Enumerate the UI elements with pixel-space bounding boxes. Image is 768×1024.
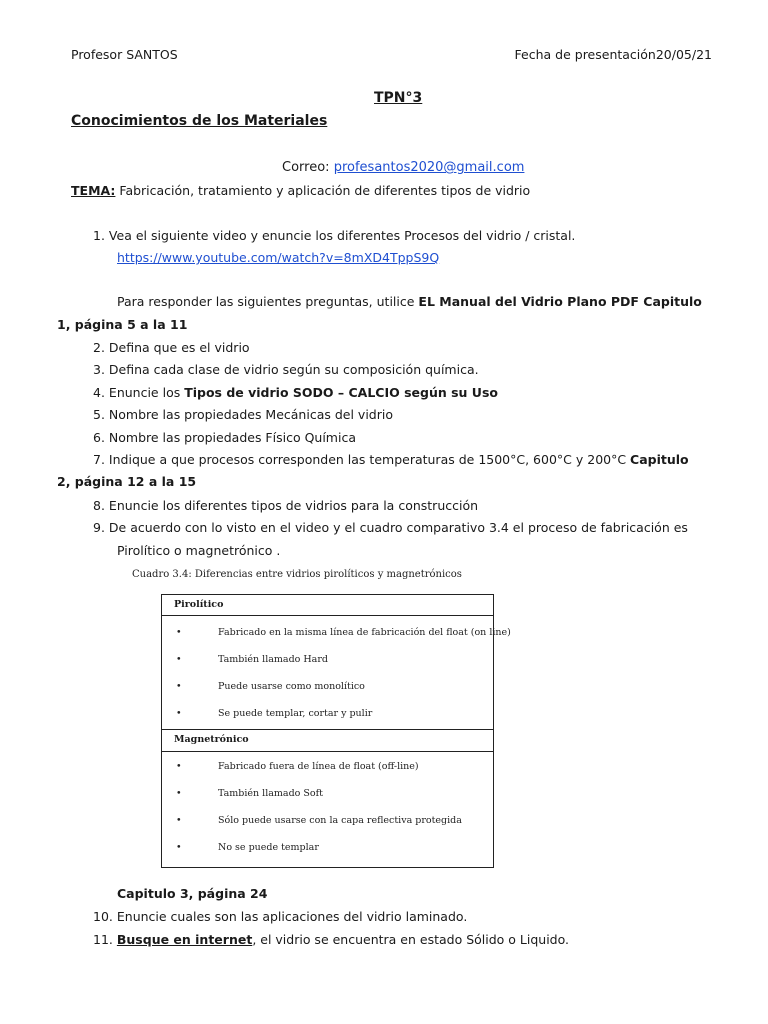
video-link[interactable]: https://www.youtube.com/watch?v=8mXD4TppS9Q <box>117 250 440 265</box>
bullet-icon: • <box>176 708 182 719</box>
question-number: 11. <box>93 932 113 947</box>
tema-label: TEMA: <box>71 183 116 198</box>
question-number: 6. <box>93 430 105 445</box>
comparison-table <box>161 594 511 868</box>
subject-title: Conocimientos de los Materiales <box>71 113 328 129</box>
pirolitico-heading: Pirolítico <box>174 599 224 610</box>
row-text: Fabricado en la misma línea de fabricación del float (on line) <box>218 627 511 638</box>
email-link[interactable]: profesantos2020@gmail.com <box>333 160 525 175</box>
question-number: 1. <box>93 228 105 243</box>
question-11 <box>93 932 569 947</box>
question-text: , el vidrio se encuentra en estado Sólido o Liquido. <box>252 932 570 947</box>
row-text: También llamado Hard <box>218 654 328 665</box>
question-1 <box>93 228 575 243</box>
manual-intro-text: Para responder las siguientes preguntas, utilice <box>117 294 419 309</box>
table-divider <box>162 615 493 616</box>
question-7 <box>93 452 689 467</box>
question-text: Nombre las propiedades Mecánicas del vidrio <box>108 407 393 422</box>
row-text: Fabricado fuera de línea de float (off-line) <box>218 761 419 772</box>
question-number: 4. <box>93 385 105 400</box>
question-text: Indique a que procesos corresponden las temperaturas de 1500°C, 600°C y 200°C <box>108 452 631 467</box>
question-bold-text: Tipos de vidrio SODO – CALCIO según su Uso <box>184 385 498 400</box>
question-text: Enuncie los <box>108 385 185 400</box>
question-9 <box>93 520 688 535</box>
email-colon: : <box>325 160 330 175</box>
bullet-icon: • <box>176 788 182 799</box>
bullet-icon: • <box>176 815 182 826</box>
teacher-name: Profesor SANTOS <box>71 47 178 62</box>
chapter-3-pages: Capitulo 3, página 24 <box>117 886 268 901</box>
question-text: Defina cada clase de vidrio según su composición química. <box>108 362 479 377</box>
video-url-line <box>117 250 439 265</box>
tema-line <box>71 183 530 198</box>
question-number: 7. <box>93 452 105 467</box>
comparison-figure <box>124 566 522 878</box>
question-number: 9. <box>93 520 105 535</box>
question-9-continuation: Pirolítico o magnetrónico . <box>117 543 281 558</box>
question-number: 8. <box>93 498 105 513</box>
question-bold-text: Busque en internet <box>116 932 253 947</box>
question-text: De acuerdo con lo visto en el video y el cuadro comparativo 3.4 el proceso de fabricación es <box>108 520 688 535</box>
row-text: Se puede templar, cortar y pulir <box>218 708 373 719</box>
bullet-icon: • <box>176 627 182 638</box>
bullet-icon: • <box>176 654 182 665</box>
table-divider <box>162 729 493 730</box>
email-label: Correo <box>282 160 326 175</box>
figure-caption: Cuadro 3.4: Diferencias entre vidrios pirolíticos y magnetrónicos <box>132 569 462 580</box>
question-number: 2. <box>93 340 105 355</box>
manual-pages: 1, página 5 a la 11 <box>57 317 188 332</box>
question-4 <box>93 385 498 400</box>
question-text: Defina que es el vidrio <box>108 340 250 355</box>
question-number: 5. <box>93 407 105 422</box>
question-bold-text: Capitulo <box>630 452 689 467</box>
tema-text: Fabricación, tratamiento y aplicación de diferentes tipos de vidrio <box>115 183 531 198</box>
row-text: Sólo puede usarse con la capa reflectiva protegida <box>218 815 462 826</box>
bullet-icon: • <box>176 681 182 692</box>
question-3 <box>93 362 479 377</box>
manual-intro <box>117 294 702 309</box>
presentation-date: Fecha de presentación20/05/21 <box>514 47 712 62</box>
question-2 <box>93 340 250 355</box>
row-text: También llamado Soft <box>218 788 323 799</box>
question-text: Enuncie cuales son las aplicaciones del vidrio laminado. <box>116 909 468 924</box>
question-text: Vea el siguiente video y enuncie los diferentes Procesos del vidrio / cristal. <box>108 228 576 243</box>
table-divider <box>162 751 493 752</box>
magnetronico-heading: Magnetrónico <box>174 734 249 745</box>
question-6 <box>93 430 356 445</box>
document-title: TPN°3 <box>374 90 423 106</box>
question-text: Nombre las propiedades Físico Química <box>108 430 356 445</box>
question-text: Enuncie los diferentes tipos de vidrios para la construcción <box>108 498 479 513</box>
email-line <box>282 160 524 175</box>
chapter-2-pages: 2, página 12 a la 15 <box>57 474 197 489</box>
bullet-icon: • <box>176 842 182 853</box>
row-text: Puede usarse como monolítico <box>218 681 365 692</box>
row-text: No se puede templar <box>218 842 319 853</box>
bullet-icon: • <box>176 761 182 772</box>
question-number: 3. <box>93 362 105 377</box>
manual-title: EL Manual del Vidrio Plano PDF Capitulo <box>418 294 702 309</box>
question-8 <box>93 498 478 513</box>
question-10 <box>93 909 467 924</box>
question-5 <box>93 407 393 422</box>
question-number: 10. <box>93 909 113 924</box>
